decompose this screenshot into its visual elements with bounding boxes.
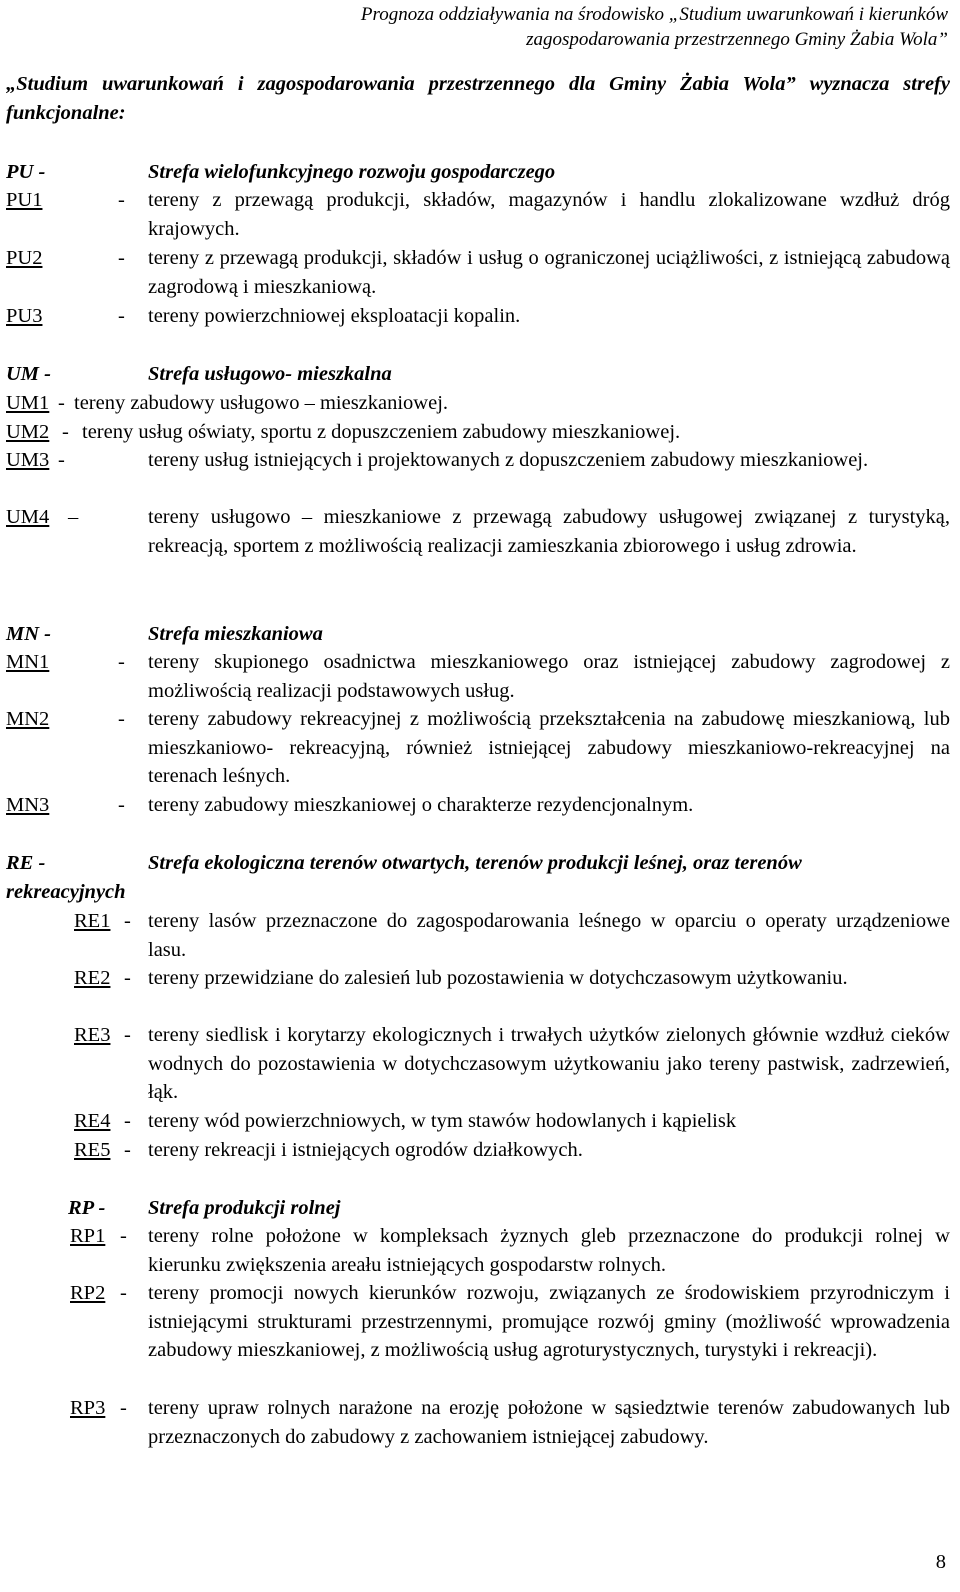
item-code: RE3 [74,1024,111,1046]
item-description: tereny usługowo – mieszkaniowe z przewagą zabudowy usługowej związanej z turystyką, rekreacją, sportem z możliwością realizacji zamieszkania zbiorowego i usług zdrowia. [148,506,950,557]
zone-title: Strefa ekologiczna terenów otwartych, terenów produkcji leśnej, oraz terenów [148,852,802,874]
zone-title: Strefa usługowo- mieszkalna [148,363,392,385]
item-separator: - [118,651,125,673]
item-separator: - [118,794,125,816]
page-number: 8 [935,1551,946,1573]
header-line-1: Prognoza oddziaływania na środowisko „Studium uwarunkowań i kierunków [360,4,948,25]
item-description: tereny zabudowy mieszkaniowej o charakterze rezydencjonalnym. [148,794,694,816]
zone-title-continued: rekreacyjnych [6,881,126,903]
item-description: tereny przewidziane do zalesień lub pozostawienia w dotychczasowym użytkowaniu. [148,967,848,989]
item-description: tereny wód powierzchniowych, w tym stawów hodowlanych i kąpielisk [148,1110,737,1132]
item-code: PU2 [6,247,43,269]
item-separator: - [120,1225,127,1247]
item-separator: - [118,708,125,730]
item-description: tereny rolne położone w kompleksach żyznych gleb przeznaczone do produkcji rolnej w kierunku zwiększenia areału istniejących gospodarstw rolnych. [148,1225,950,1276]
item-separator: - [124,1139,131,1161]
item-separator: - [118,247,125,269]
item-description: tereny zabudowy rekreacyjnej z możliwością przekształcenia na zabudowę mieszkaniową, lub mieszkaniowo- rekreacyjną, również istniejącej zabudowy mieszkaniowo-rekreacyjnej na terenach leśnych. [148,708,950,788]
item-separator: – [68,506,79,528]
item-code: PU1 [6,189,43,211]
item-separator: - [124,1110,131,1132]
item-separator: - [118,189,125,211]
item-code: RE2 [74,967,111,989]
item-description: tereny powierzchniowej eksploatacji kopalin. [148,305,521,327]
item-code: PU3 [6,305,43,327]
zone-title: Strefa wielofunkcyjnego rozwoju gospodarczego [148,161,556,183]
item-separator: - [120,1282,127,1304]
item-separator: - [124,910,131,932]
item-description: tereny rekreacji i istniejących ogrodów działkowych. [148,1139,583,1161]
zone-title: Strefa produkcji rolnej [148,1197,341,1219]
item-code: RP2 [70,1282,106,1304]
document-title: „Studium uwarunkowań i zagospodarowania przestrzennego dla Gminy Żabia Wola” wyznacza strefy funkcjonalne: [6,73,950,124]
item-separator: - [118,305,125,327]
item-description: tereny z przewagą produkcji, składów, magazynów i handlu zlokalizowane wzdłuż dróg krajowych. [148,189,950,240]
item-separator: - [124,967,131,989]
item-code: RP3 [70,1397,106,1419]
item-code: MN1 [6,651,50,673]
item-code: RE5 [74,1139,111,1161]
item-code: UM4 [6,506,50,528]
item-description: tereny skupionego osadnictwa mieszkaniowego oraz istniejącej zabudowy zagrodowej z możliwością realizacji podstawowych usług. [148,651,950,702]
item-code: RE1 [74,910,111,932]
zone-title: Strefa mieszkaniowa [148,623,323,645]
item-separator: - [58,449,65,471]
item-description: tereny zabudowy usługowo – mieszkaniowej. [74,392,449,414]
zone-code: UM - [6,363,51,385]
item-code: UM2 [6,421,50,443]
document-header [0,2,948,52]
zone-code: RE - [6,852,46,874]
item-separator: - [120,1397,127,1419]
item-description: tereny usług istniejących i projektowanych z dopuszczeniem zabudowy mieszkaniowej. [148,449,869,471]
zone-code: PU - [6,161,46,183]
item-separator: - [58,392,65,414]
item-code: RP1 [70,1225,106,1247]
item-description: tereny promocji nowych kierunków rozwoju, związanych ze środowiskiem przyrodniczym i istniejącymi strukturami przestrzennymi, promujące rozwój gminy (możliwość wprowadzenia zabudowy mieszkaniowej, z możliwością usług agroturystycznych, turystyki i rekreacji). [148,1282,950,1362]
item-separator: - [62,421,69,443]
item-separator: - [124,1024,131,1046]
zone-code: RP - [68,1197,106,1219]
item-description: tereny lasów przeznaczone do zagospodarowania leśnego w oparciu o operaty urządzeniowe lasu. [148,910,950,961]
item-description: tereny siedlisk i korytarzy ekologicznych i trwałych użytków zielonych głównie wzdłuż cieków wodnych do pozostawienia w dotychczasowym użytkowaniu jako tereny pastwisk, zadrzewień, łąk. [148,1024,950,1104]
item-description: tereny usług oświaty, sportu z dopuszczeniem zabudowy mieszkaniowej. [82,421,681,443]
item-description: tereny z przewagą produkcji, składów i usług o ograniczonej uciążliwości, z istniejącą zabudową zagrodową i mieszkaniową. [148,247,950,298]
zone-code: MN - [6,623,51,645]
item-code: MN2 [6,708,50,730]
header-line-2: zagospodarowania przestrzennego Gminy Żabia Wola” [526,29,948,50]
item-code: RE4 [74,1110,111,1132]
item-code: UM1 [6,392,50,414]
item-code: UM3 [6,449,50,471]
item-code: MN3 [6,794,50,816]
item-description: tereny upraw rolnych narażone na erozję położone w sąsiedztwie terenów zabudowanych lub przeznaczonych do zabudowy z zachowaniem istniejącej zabudowy. [148,1397,950,1448]
